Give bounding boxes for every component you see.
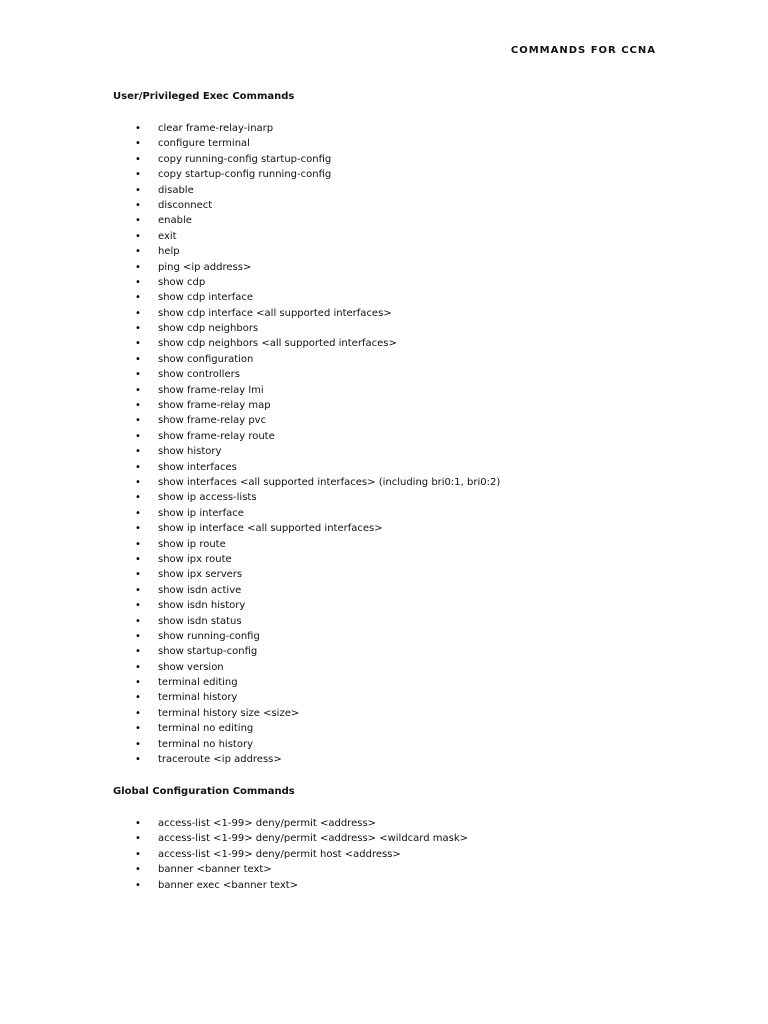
bullet-icon: • [135,630,141,642]
list-item [113,260,500,275]
command-text: copy startup-config running-config [158,169,332,181]
list-item [113,229,500,244]
list-item [113,183,500,198]
list-item [113,490,500,505]
bullet-icon: • [135,461,141,473]
command-text: access-list <1-99> deny/permit host <address> [158,848,401,860]
command-list-user-privileged-exec [113,121,500,767]
command-text: show cdp neighbors <all supported interfaces> [158,338,397,350]
document-header-title: COMMANDS FOR CCNA [510,45,656,56]
list-item [113,398,500,413]
bullet-icon: • [135,818,141,829]
list-item [113,614,500,629]
list-item [113,290,500,305]
bullet-icon: • [135,476,141,488]
bullet-icon: • [135,523,141,535]
bullet-icon: • [135,153,141,165]
list-item [113,506,500,521]
bullet-icon: • [135,261,141,273]
list-item [113,383,500,398]
list-item [113,321,500,336]
list-item [113,213,500,228]
list-item [113,244,500,259]
command-text: show ip interface [158,507,244,519]
command-text: traceroute <ip address> [158,754,282,766]
command-text: configure terminal [158,138,250,150]
list-item [113,367,500,382]
list-item [113,831,468,846]
bullet-icon: • [135,138,141,150]
list-item [113,444,500,459]
command-text: show frame-relay map [158,400,271,412]
bullet-icon: • [135,569,141,581]
bullet-icon: • [135,646,141,658]
bullet-icon: • [135,707,141,719]
bullet-icon: • [135,215,141,227]
command-text: show version [158,661,224,673]
list-item [113,737,500,752]
bullet-icon: • [135,692,141,704]
command-text: show frame-relay lmi [158,384,264,396]
command-text: disable [158,184,194,196]
bullet-icon: • [135,369,141,381]
list-item [113,429,500,444]
command-text: show ipx route [158,553,232,565]
bullet-icon: • [135,184,141,196]
command-text: show ip access-lists [158,492,257,504]
command-text: show ip interface <all supported interfaces> [158,523,383,535]
list-item [113,567,500,582]
command-text: terminal history size <size> [158,707,300,719]
list-item [113,336,500,351]
list-item [113,690,500,705]
section-heading-global-configuration: Global Configuration Commands [113,786,295,797]
list-item [113,460,500,475]
list-item [113,675,500,690]
list-item [113,660,500,675]
command-text: show ipx servers [158,569,243,581]
list-item [113,583,500,598]
list-item [113,521,500,536]
bullet-icon: • [135,492,141,504]
list-item [113,413,500,428]
bullet-icon: • [135,615,141,627]
bullet-icon: • [135,307,141,319]
list-item [113,816,468,831]
list-item [113,552,500,567]
bullet-icon: • [135,199,141,211]
command-text: exit [158,230,177,242]
command-text: show cdp neighbors [158,323,259,335]
list-item [113,475,500,490]
bullet-icon: • [135,446,141,458]
list-item [113,862,468,877]
command-text: show cdp interface <all supported interfaces> [158,307,392,319]
command-text: show interfaces <all supported interfaces> (including bri0:1, bri0:2) [158,476,501,488]
bullet-icon: • [135,507,141,519]
list-item [113,198,500,213]
list-item [113,275,500,290]
command-text: show running-config [158,630,260,642]
section-heading-user-privileged-exec: User/Privileged Exec Commands [113,91,295,102]
command-text: show startup-config [158,646,258,658]
bullet-icon: • [135,292,141,304]
command-text: terminal no editing [158,723,254,735]
bullet-icon: • [135,400,141,412]
bullet-icon: • [135,246,141,258]
list-item [113,121,500,136]
command-text: show history [158,446,222,458]
command-text: show cdp interface [158,292,253,304]
list-item [113,878,468,893]
list-item [113,152,500,167]
bullet-icon: • [135,430,141,442]
bullet-icon: • [135,123,141,134]
list-item [113,306,500,321]
bullet-icon: • [135,323,141,335]
command-text: terminal editing [158,677,238,689]
command-text: show isdn active [158,584,242,596]
bullet-icon: • [135,169,141,181]
command-text: copy running-config startup-config [158,153,332,165]
command-text: access-list <1-99> deny/permit <address> [158,818,377,829]
command-text: show controllers [158,369,240,381]
bullet-icon: • [135,723,141,735]
bullet-icon: • [135,754,141,766]
bullet-icon: • [135,384,141,396]
command-text: disconnect [158,199,213,211]
command-text: banner <banner text> [158,864,272,876]
bullet-icon: • [135,738,141,750]
bullet-icon: • [135,338,141,350]
bullet-icon: • [135,833,141,845]
command-text: show interfaces [158,461,237,473]
command-text: ping <ip address> [158,261,252,273]
bullet-icon: • [135,353,141,365]
bullet-icon: • [135,415,141,427]
list-item [113,136,500,151]
command-text: terminal no history [158,738,253,750]
command-text: show isdn status [158,615,242,627]
bullet-icon: • [135,553,141,565]
bullet-icon: • [135,584,141,596]
command-text: terminal history [158,692,238,704]
list-item [113,752,500,767]
bullet-icon: • [135,677,141,689]
list-item [113,721,500,736]
command-text: access-list <1-99> deny/permit <address> <wildcard mask> [158,833,469,845]
bullet-icon: • [135,864,141,876]
list-item [113,352,500,367]
command-text: help [158,246,180,258]
list-item [113,706,500,721]
command-text: show frame-relay route [158,430,275,442]
list-item [113,537,500,552]
command-text: show isdn history [158,600,246,612]
command-text: show frame-relay pvc [158,415,267,427]
list-item [113,847,468,862]
command-text: enable [158,215,192,227]
bullet-icon: • [135,276,141,288]
command-text: clear frame-relay-inarp [158,123,274,134]
command-text: banner exec <banner text> [158,879,299,891]
bullet-icon: • [135,661,141,673]
list-item [113,598,500,613]
bullet-icon: • [135,230,141,242]
command-text: show cdp [158,276,206,288]
command-text: show configuration [158,353,254,365]
list-item [113,167,500,182]
command-list-global-configuration [113,816,468,893]
list-item [113,644,500,659]
bullet-icon: • [135,879,141,891]
bullet-icon: • [135,848,141,860]
command-text: show ip route [158,538,226,550]
bullet-icon: • [135,538,141,550]
list-item [113,629,500,644]
bullet-icon: • [135,600,141,612]
